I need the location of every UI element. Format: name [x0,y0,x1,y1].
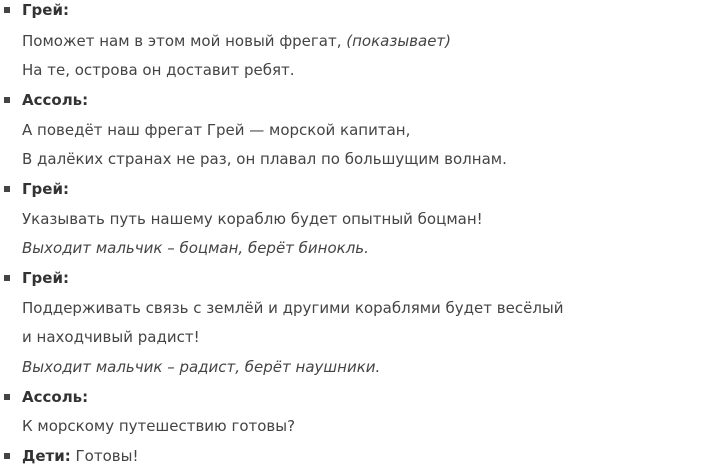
bullet-icon [4,453,10,459]
bullet-icon [4,186,10,192]
dialogue-text: Поможет нам в этом мой новый фрегат, [22,32,347,50]
speaker-name: Грей: [22,269,69,287]
speaker-name: Ассоль: [22,91,89,109]
dialogue-line: и находчивый радист! [22,328,200,346]
stage-direction: Выходит мальчик – радист, берёт наушники. [22,358,381,376]
speaker-name: Грей: [22,1,69,19]
stage-direction: Выходит мальчик – боцман, берёт бинокль. [22,239,369,257]
dialogue-line: К морскому путешествию готовы? [22,417,296,435]
speaker-name: Ассоль: [22,388,89,406]
dialogue-line: А поведёт наш фрегат Грей — морской капитан, [22,121,411,139]
bullet-icon [4,275,10,281]
speaker-name: Грей: [22,180,69,198]
speaker-name: Дети: [22,447,71,465]
dialogue-line [22,31,451,51]
dialogue-text: Готовы! [75,447,139,465]
bullet-icon [4,97,10,103]
bullet-icon [4,394,10,400]
stage-direction: (показывает) [346,32,452,50]
dialogue-line: Указывать путь нашему кораблю будет опытный боцман! [22,210,483,228]
dialogue-line: На те, острова он доставит ребят. [22,61,295,79]
dialogue-line [22,446,138,466]
bullet-icon [4,7,10,13]
dialogue-line: Поддерживать связь с землёй и другими кораблями будет весёлый [22,299,564,317]
dialogue-line: В далёких странах не раз, он плавал по большущим волнам. [22,150,507,168]
